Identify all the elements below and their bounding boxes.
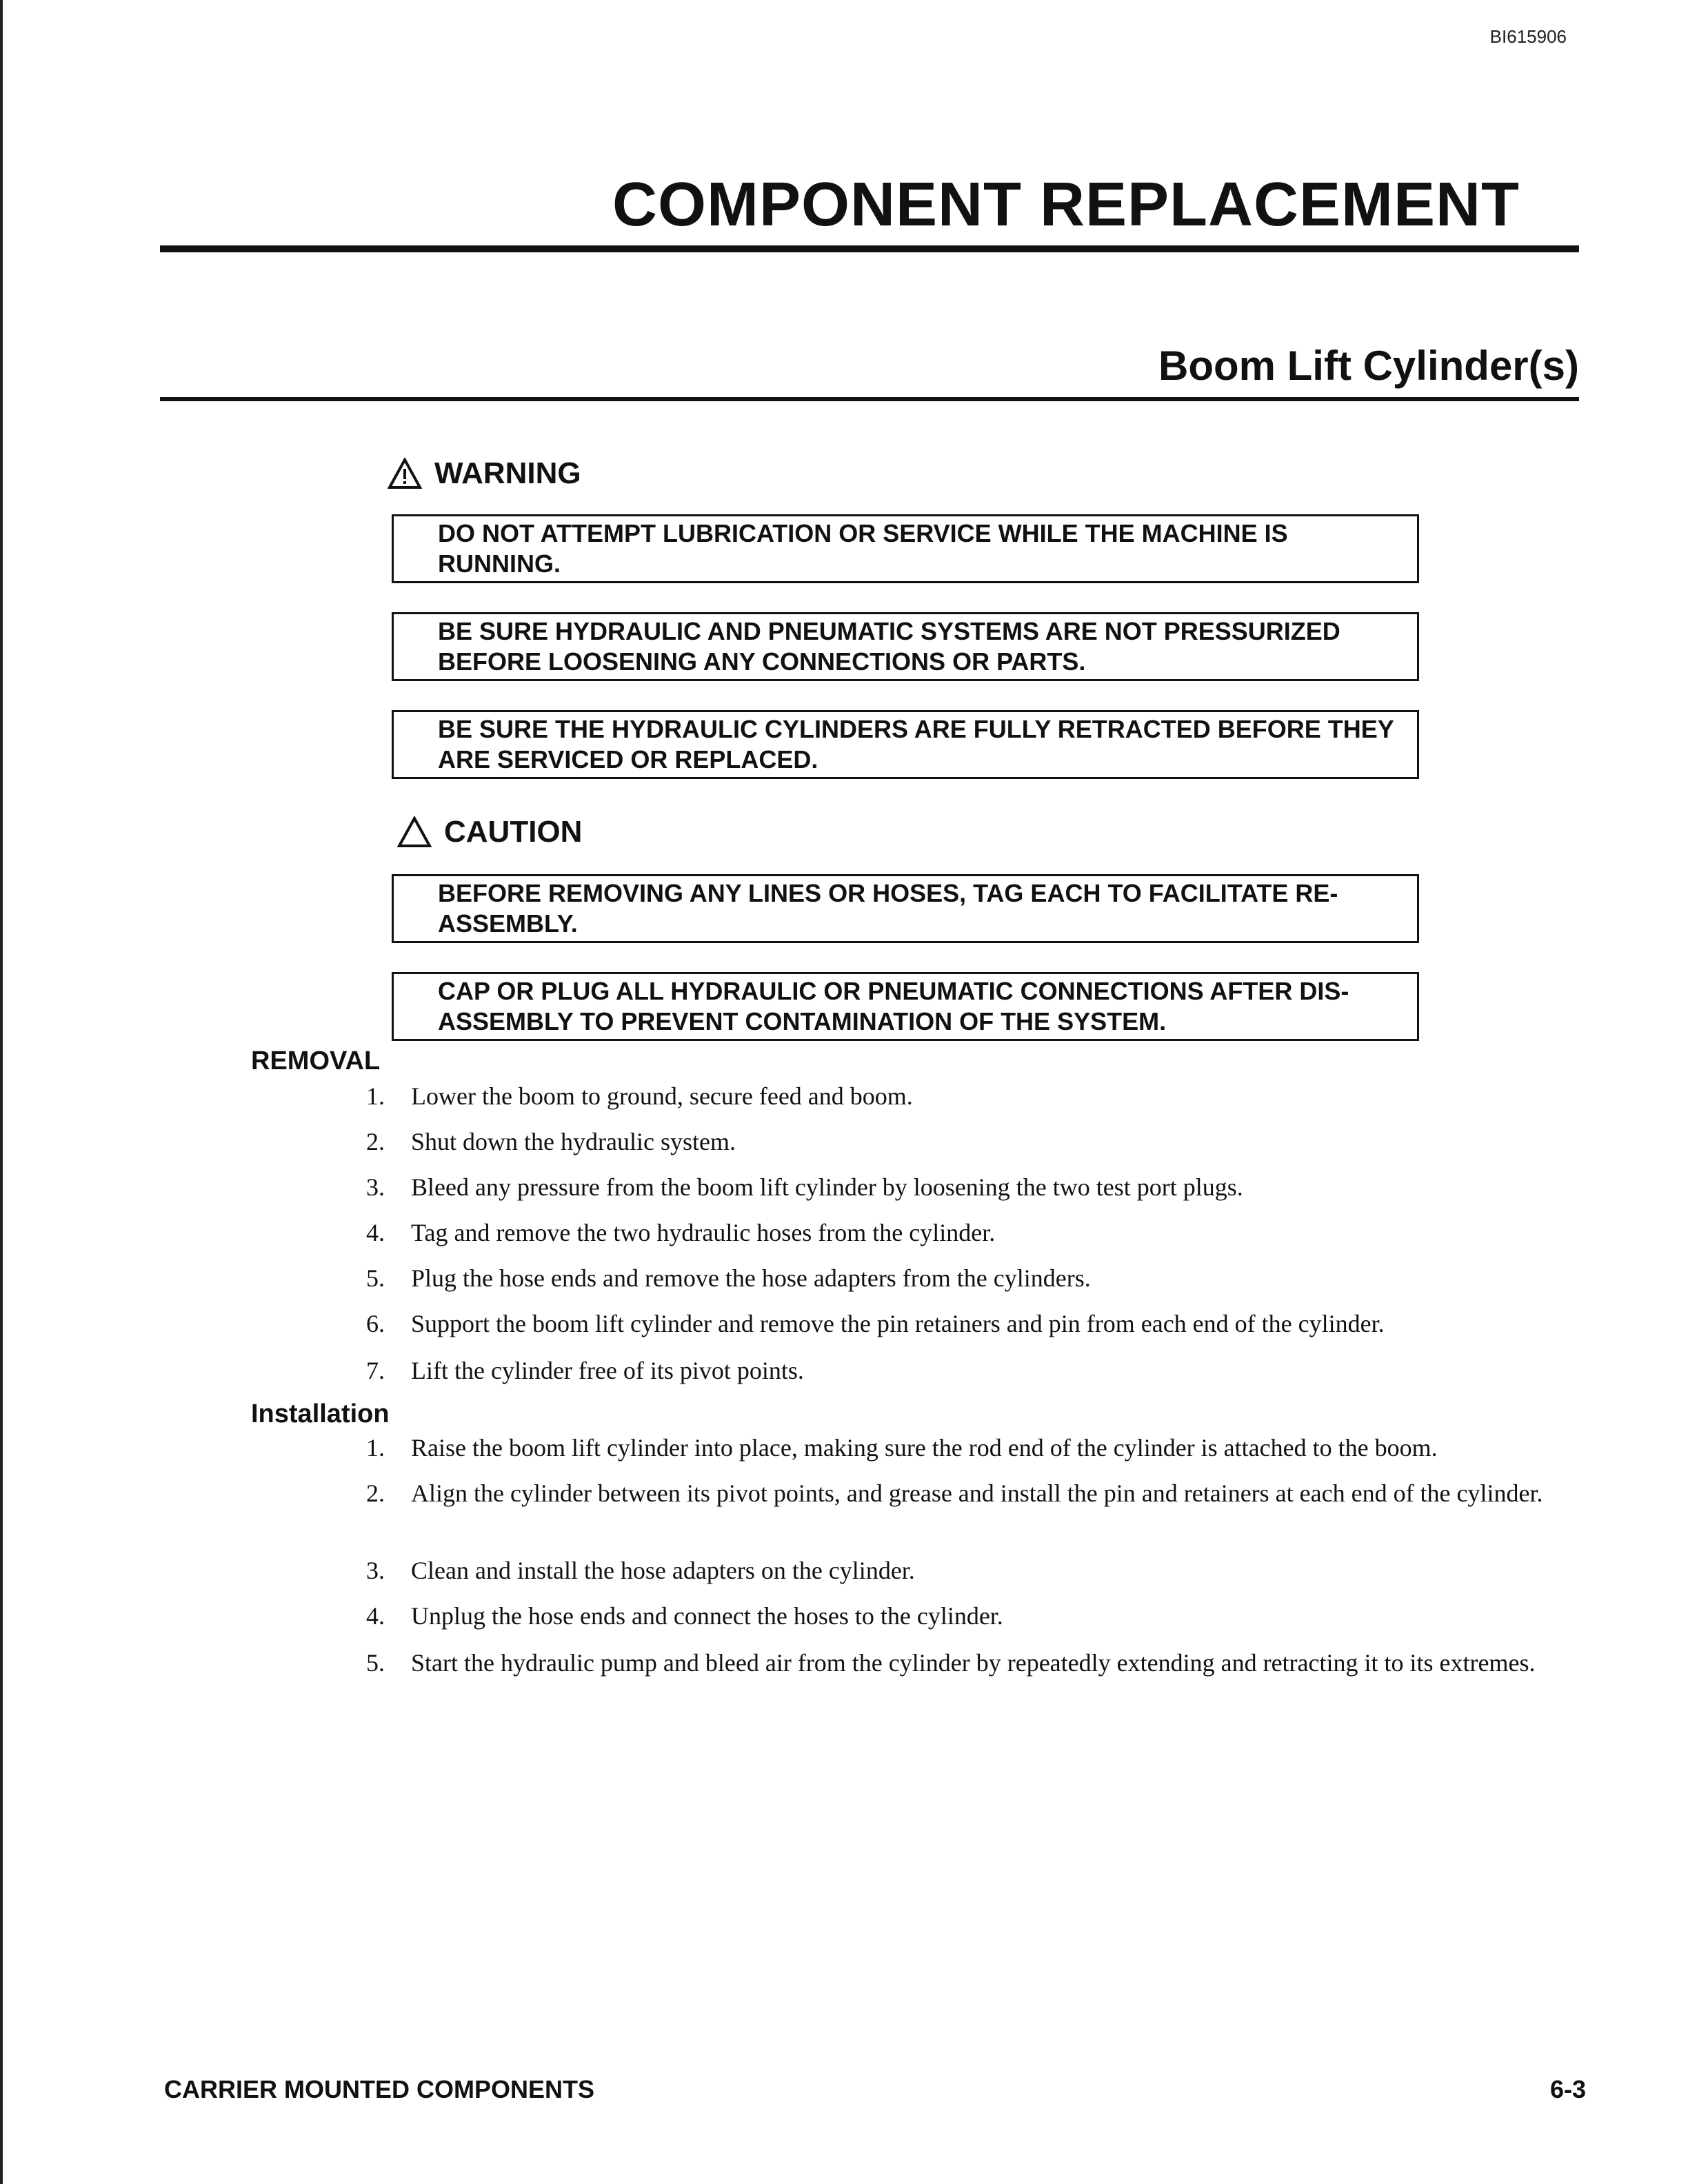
- document-id: BI615906: [1489, 26, 1567, 47]
- caution-text: BEFORE REMOVING ANY LINES OR HOSES, TAG EACH TO FACILITATE RE-ASSEMBLY.: [438, 879, 1338, 938]
- step-text: Unplug the hose ends and connect the hoses to the cylinder.: [411, 1602, 1003, 1630]
- warning-heading: [388, 456, 581, 491]
- step-text: Clean and install the hose adapters on the cylinder.: [411, 1557, 915, 1584]
- step-number: 2.: [366, 1128, 385, 1155]
- warning-box: [392, 612, 1419, 681]
- section-divider: [160, 397, 1579, 401]
- step-number: 5.: [366, 1649, 385, 1677]
- warning-text: BE SURE THE HYDRAULIC CYLINDERS ARE FULLY RETRACTED BEFORE THEY ARE SERVICED OR REPLACED.: [438, 715, 1394, 774]
- step-number: 3.: [366, 1173, 385, 1201]
- caution-label: CAUTION: [444, 815, 583, 849]
- warning-box: [392, 710, 1419, 779]
- page-left-edge: [0, 0, 3, 2184]
- warning-text: DO NOT ATTEMPT LUBRICATION OR SERVICE WHILE THE MACHINE IS RUNNING.: [438, 519, 1288, 578]
- section-title: Boom Lift Cylinder(s): [1158, 343, 1579, 389]
- page-title: COMPONENT REPLACEMENT: [612, 170, 1520, 239]
- step-text: Start the hydraulic pump and bleed air from the cylinder by repeatedly extending and retracting it to its extremes.: [411, 1649, 1536, 1677]
- step-number: 5.: [366, 1264, 385, 1292]
- step-number: 4.: [366, 1602, 385, 1630]
- step-number: 4.: [366, 1219, 385, 1246]
- warning-text: BE SURE HYDRAULIC AND PNEUMATIC SYSTEMS ARE NOT PRESSURIZED BEFORE LOOSENING ANY CONNECTIONS OR PARTS.: [438, 617, 1340, 676]
- page-number: 6-3: [1549, 2075, 1586, 2103]
- step-number: 3.: [366, 1557, 385, 1584]
- footer-chapter: CARRIER MOUNTED COMPONENTS: [164, 2075, 595, 2103]
- step-text: Shut down the hydraulic system.: [411, 1128, 736, 1155]
- step-number: 7.: [366, 1357, 385, 1384]
- step-text: Bleed any pressure from the boom lift cylinder by loosening the two test port plugs.: [411, 1173, 1243, 1201]
- caution-box: [392, 972, 1419, 1041]
- title-divider: [160, 245, 1579, 252]
- caution-heading: [397, 815, 582, 849]
- step-text: Tag and remove the two hydraulic hoses from the cylinder.: [411, 1219, 996, 1246]
- step-text: Plug the hose ends and remove the hose adapters from the cylinders.: [411, 1264, 1091, 1292]
- step-text: Raise the boom lift cylinder into place, making sure the rod end of the cylinder is attached to the boom.: [411, 1434, 1438, 1462]
- step-text: Align the cylinder between its pivot points, and grease and install the pin and retainers at each end of the cylinder.: [411, 1479, 1543, 1507]
- step-text: Lower the boom to ground, secure feed and boom.: [411, 1082, 913, 1110]
- warning-triangle-icon: [388, 458, 422, 489]
- step-number: 1.: [366, 1082, 385, 1110]
- step-text: Lift the cylinder free of its pivot points.: [411, 1357, 804, 1384]
- installation-heading: Installation: [251, 1399, 390, 1428]
- caution-triangle-icon: [397, 816, 432, 848]
- step-number: 1.: [366, 1434, 385, 1462]
- caution-box: [392, 874, 1419, 943]
- step-number: 2.: [366, 1479, 385, 1507]
- removal-heading: REMOVAL: [251, 1046, 381, 1075]
- caution-text: CAP OR PLUG ALL HYDRAULIC OR PNEUMATIC CONNECTIONS AFTER DIS-ASSEMBLY TO PREVENT CONTAMINATION OF THE SYSTEM.: [438, 977, 1349, 1035]
- step-text: Support the boom lift cylinder and remove the pin retainers and pin from each end of the cylinder.: [411, 1310, 1385, 1337]
- step-number: 6.: [366, 1310, 385, 1337]
- warning-box: [392, 514, 1419, 583]
- warning-label: WARNING: [434, 456, 581, 490]
